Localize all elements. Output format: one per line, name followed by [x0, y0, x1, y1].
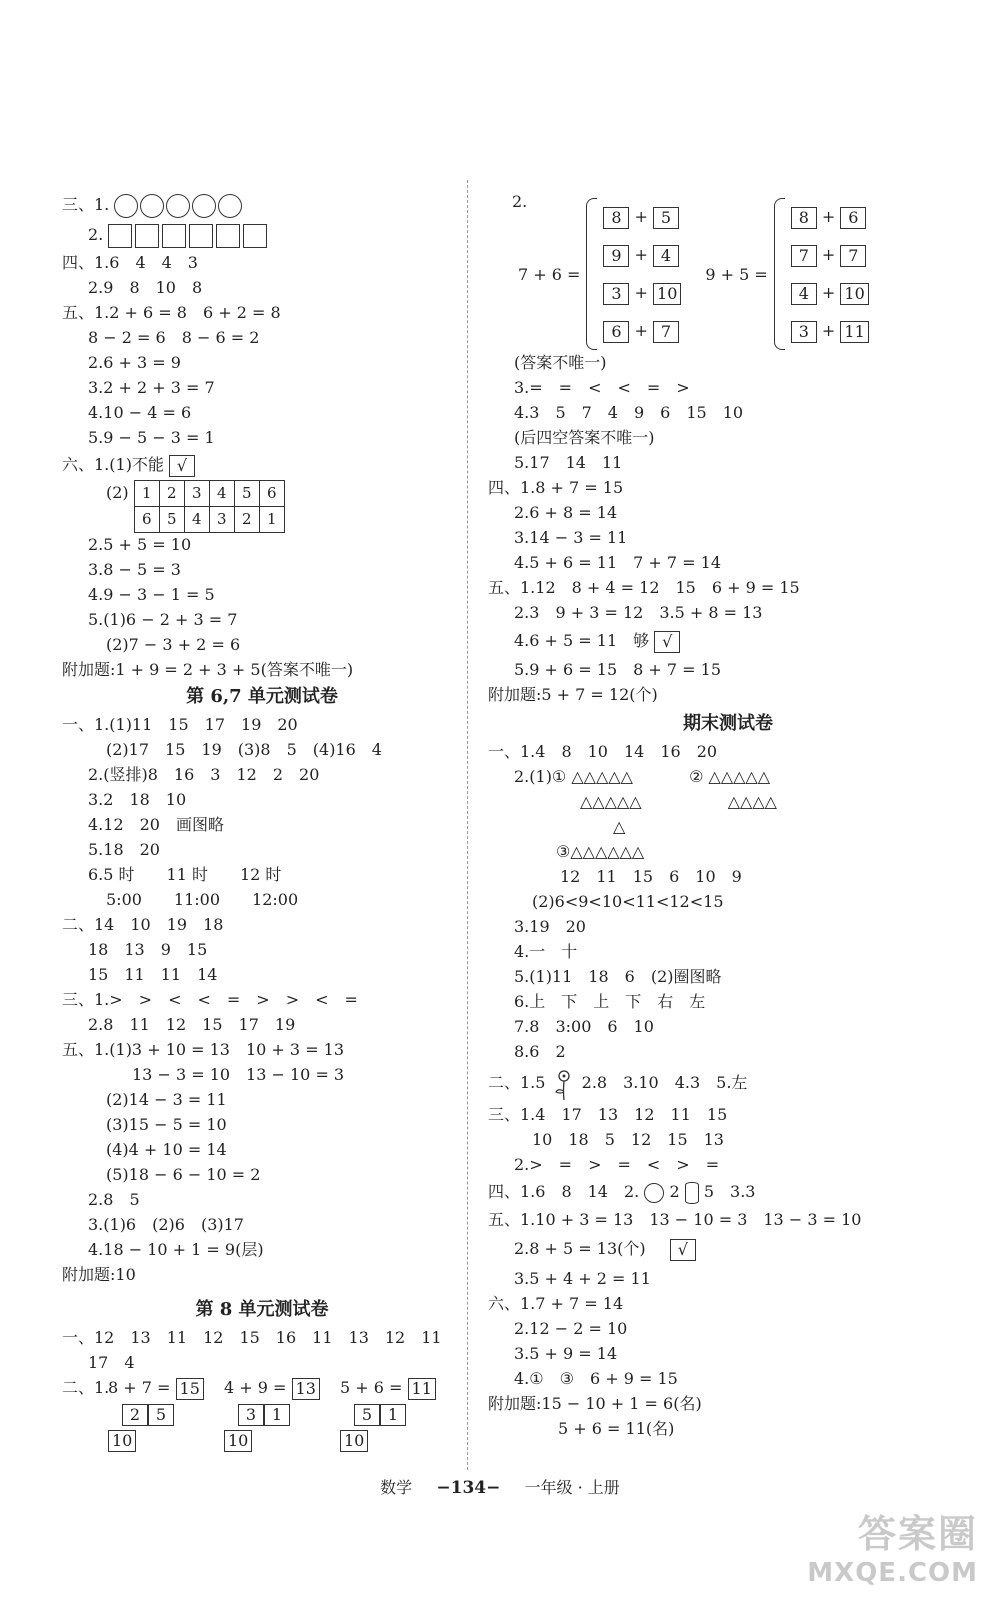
answer-text: ② △△△△△ [689, 767, 771, 786]
brace-shape [774, 198, 785, 350]
answer-text: 4.6 + 5 = 11 够 [514, 631, 650, 650]
answer-text: 六、1.(1)不能 [62, 455, 164, 474]
answer-line: 2. [512, 192, 528, 211]
answer-line: 4.10 − 4 = 6 [88, 403, 192, 422]
equation-text: 4 + 9 = [224, 1378, 292, 1397]
square-shape [135, 224, 159, 248]
column-divider [467, 180, 468, 1470]
split-diagram [224, 1375, 316, 1450]
number-box: 7 [791, 245, 817, 267]
watermark-logo [807, 1503, 978, 1588]
part-box: 3 [238, 1404, 264, 1426]
grid-cell: 6 [134, 507, 159, 533]
result-box: 15 [176, 1378, 204, 1400]
answer-line: ③△△△△△△ [556, 842, 645, 861]
square-shape [243, 224, 267, 248]
split-parts [354, 1401, 406, 1426]
answer-text: 三、1. [62, 195, 110, 214]
brace-item [603, 274, 681, 312]
answer-line: 4.5 + 6 = 11 7 + 7 = 14 [514, 553, 722, 572]
number-box: 6 [603, 321, 629, 343]
brace-item [603, 198, 681, 236]
ball-icon [644, 1183, 664, 1203]
answer-line: 3.19 20 [514, 917, 586, 936]
brace-item [791, 198, 869, 236]
answer-line: 2.5 + 5 = 10 [88, 535, 192, 554]
answer-line: 15 11 11 14 [88, 965, 218, 984]
answer-line: 10 18 5 12 15 13 [532, 1130, 724, 1149]
split-diagram [108, 1375, 200, 1450]
plus-sign: + [629, 283, 654, 302]
answer-line: 4.12 20 画图略 [88, 815, 224, 834]
answer-line: 一、1.(1)11 15 17 19 20 [62, 715, 298, 734]
answer-line: (5)18 − 6 − 10 = 2 [106, 1165, 261, 1184]
answer-line: 2.9 8 10 8 [88, 278, 203, 297]
answer-line [62, 220, 462, 250]
answer-line: (2)17 15 19 (3)8 5 (4)16 4 [106, 740, 382, 759]
result-box: 11 [408, 1378, 436, 1400]
circle-shape [140, 194, 164, 218]
answer-line: 5.9 + 6 = 15 8 + 7 = 15 [514, 660, 722, 679]
number-box: 5 [653, 207, 679, 229]
brace-shape [586, 198, 597, 350]
answer-line: 四、1.8 + 7 = 15 [488, 478, 624, 497]
plus-sign: + [629, 321, 654, 340]
split-diagrams [108, 1375, 432, 1450]
answer-line: 13 − 3 = 10 13 − 10 = 3 [132, 1065, 345, 1084]
answer-line: 2.(竖排)8 16 3 12 2 20 [88, 765, 320, 784]
answer-line: 4.18 − 10 + 1 = 9(层) [88, 1240, 264, 1259]
answer-line: 6.上 下 上 下 右 左 [514, 992, 706, 1011]
answer-text: 2.8 + 5 = 13(个) [514, 1239, 646, 1258]
answer-line: 5.(1)11 18 6 (2)圈图略 [514, 967, 722, 986]
brace-group [705, 198, 868, 350]
plus-sign: + [629, 207, 654, 226]
answer-line: (2)7 − 3 + 2 = 6 [106, 635, 241, 654]
answer-text: 2 [669, 1182, 680, 1201]
answer-line [488, 625, 968, 657]
number-box: 7 [840, 245, 866, 267]
answer-line: 8.6 2 [514, 1042, 566, 1061]
answer-text: 二、1.5 [488, 1073, 546, 1092]
check-box: √ [169, 455, 195, 477]
grid-cell: 3 [184, 481, 209, 507]
answer-line: 2.> = > = < > = [514, 1155, 720, 1174]
answer-line: (后四空答案不唯一) [514, 428, 655, 447]
split-equation [340, 1375, 436, 1400]
check-box: √ [654, 631, 680, 653]
number-box: 4 [791, 283, 817, 305]
equation-text: 8 + 7 = [108, 1378, 176, 1397]
answer-line: 一、12 13 11 12 15 16 11 13 12 11 [62, 1328, 442, 1347]
answer-line: 3.(1)6 (2)6 (3)17 [88, 1215, 244, 1234]
square-shape [162, 224, 186, 248]
answer-line: 六、1.7 + 7 = 14 [488, 1294, 624, 1313]
brace-row [518, 198, 968, 350]
split-parts [122, 1401, 174, 1426]
number-box: 10 [653, 283, 681, 305]
number-grid [134, 480, 285, 533]
answer-text: 5 3.3 [703, 1182, 756, 1201]
equation-text: 5 + 6 = [340, 1378, 408, 1397]
brace-item [791, 312, 869, 350]
grid-cell: 1 [134, 481, 159, 507]
page-footer [0, 1475, 1000, 1498]
answer-line: 4.一 十 [514, 942, 578, 961]
grid-cell: 4 [184, 507, 209, 533]
answer-text: 2.8 3.10 4.3 5.左 [581, 1073, 748, 1092]
plus-sign: + [816, 245, 841, 264]
section-title: 期末测试卷 [683, 713, 773, 734]
square-shape [189, 224, 213, 248]
answer-line: 5.18 20 [88, 840, 160, 859]
answer-line: (3)15 − 5 = 10 [106, 1115, 227, 1134]
footer-subject: 数学 [380, 1478, 413, 1497]
answer-line: 3.5 + 9 = 14 [514, 1344, 618, 1363]
answer-line: 7.8 3:00 6 10 [514, 1017, 654, 1036]
number-box: 11 [840, 321, 868, 343]
section-title: 第 6,7 单元测试卷 [186, 686, 338, 707]
watermark-text: 答案圈 [857, 1512, 978, 1556]
answer-line: 3.5 + 4 + 2 = 11 [514, 1269, 651, 1288]
split-sum [224, 1427, 252, 1452]
cylinder-icon [685, 1182, 699, 1204]
split-diagram [340, 1375, 432, 1450]
answer-line: 4.9 − 3 − 1 = 5 [88, 585, 215, 604]
square-shape [108, 224, 132, 248]
answer-line: 5 + 6 = 11(名) [558, 1419, 675, 1438]
flower-icon [551, 1067, 577, 1101]
answer-text: △△△△△ [580, 792, 642, 811]
right-column [488, 192, 968, 1441]
answer-line: △ [613, 817, 626, 836]
answer-line: 三、1.4 17 13 12 11 15 [488, 1105, 728, 1124]
brace-group [518, 198, 681, 350]
grid-cell: 1 [259, 507, 284, 533]
answer-line [488, 1232, 968, 1266]
footer-grade: 一年级 · 上册 [524, 1478, 620, 1497]
split-parts [238, 1401, 290, 1426]
answer-line: 2.8 5 [88, 1190, 140, 1209]
grid-cell: 2 [234, 507, 259, 533]
footer-page-number: −134− [436, 1478, 501, 1498]
answer-line: 18 13 9 15 [88, 940, 208, 959]
answer-line: 2.6 + 8 = 14 [514, 503, 618, 522]
answer-line: 附加题:1 + 9 = 2 + 3 + 5(答案不唯一) [62, 660, 354, 679]
answer-line: (2)6<9<10<11<12<15 [532, 892, 724, 911]
answer-line: 2.12 − 2 = 10 [514, 1319, 628, 1338]
grid-cell: 6 [259, 481, 284, 507]
number-box: 6 [840, 207, 866, 229]
part-box: 5 [354, 1404, 380, 1426]
grid-cell: 5 [159, 507, 184, 533]
answer-line: 6.5 时 11 时 12 时 [88, 865, 282, 884]
brace-item [603, 236, 681, 274]
answer-text: 二、1. [62, 1378, 110, 1397]
answer-line: 四、1.6 4 4 3 [62, 253, 198, 272]
left-column [62, 190, 462, 1455]
number-box: 4 [653, 245, 679, 267]
answer-line: 二、14 10 19 18 [62, 915, 224, 934]
answer-line: 4.3 5 7 4 9 6 15 10 [514, 403, 744, 422]
part-box: 1 [380, 1404, 406, 1426]
answer-line [488, 1177, 968, 1207]
plus-sign: + [816, 321, 841, 340]
brace-item [603, 312, 681, 350]
equation-text: 9 + 5 = [705, 264, 768, 284]
watermark-url: MXQE.COM [807, 1558, 978, 1588]
number-box: 9 [603, 245, 629, 267]
result-box: 13 [292, 1378, 320, 1400]
answer-line [62, 450, 462, 480]
answer-line: 3.2 18 10 [88, 790, 187, 809]
answer-line: 一、1.4 8 10 14 16 20 [488, 742, 718, 761]
answer-text: 2.(1)① △△△△△ [514, 767, 633, 786]
number-box: 8 [603, 207, 629, 229]
answer-line: 2.8 11 12 15 17 19 [88, 1015, 296, 1034]
brace-items [603, 198, 681, 350]
answer-line: 2.6 + 3 = 9 [88, 353, 181, 372]
answer-line: 17 4 [88, 1353, 135, 1372]
answer-line: 3.= = < < = > [514, 378, 690, 397]
check-box: √ [670, 1239, 696, 1261]
plus-sign: + [816, 283, 841, 302]
answer-line: (答案不唯一) [514, 353, 607, 372]
sum-box: 10 [224, 1430, 252, 1452]
number-box: 8 [791, 207, 817, 229]
answer-line: 5.9 − 5 − 3 = 1 [88, 428, 215, 447]
number-box: 3 [791, 321, 817, 343]
answer-line [62, 1375, 462, 1455]
answer-line: (2)14 − 3 = 11 [106, 1090, 227, 1109]
answer-line: 五、1.12 8 + 4 = 12 15 6 + 9 = 15 [488, 578, 800, 597]
answer-line: 5.17 14 11 [514, 453, 623, 472]
part-box: 5 [148, 1404, 174, 1426]
split-equation [224, 1375, 320, 1400]
answer-line: 5:00 11:00 12:00 [106, 890, 299, 909]
answer-line: 附加题:10 [62, 1265, 136, 1284]
equation-text: 7 + 6 = [518, 264, 581, 284]
answer-text: 四、1.6 8 14 2. [488, 1182, 640, 1201]
circle-shape [218, 194, 242, 218]
grid-cell: 3 [209, 507, 234, 533]
part-box: 1 [264, 1404, 290, 1426]
number-box: 7 [653, 321, 679, 343]
answer-text: 2. [88, 225, 104, 244]
answer-line: 12 11 15 6 10 9 [560, 867, 742, 886]
brace-item [791, 236, 869, 274]
number-box: 3 [603, 283, 629, 305]
answer-line: 2.3 9 + 3 = 12 3.5 + 8 = 13 [514, 603, 763, 622]
answer-line: 五、1.2 + 6 = 8 6 + 2 = 8 [62, 303, 281, 322]
answer-line: 8 − 2 = 6 8 − 6 = 2 [88, 328, 260, 347]
circle-shape [192, 194, 216, 218]
answer-text: (2) [106, 483, 129, 502]
split-sum [340, 1427, 368, 1452]
answer-line [62, 190, 462, 220]
answer-line: 3.14 − 3 = 11 [514, 528, 628, 547]
plus-sign: + [629, 245, 654, 264]
split-equation [108, 1375, 204, 1400]
part-box: 2 [122, 1404, 148, 1426]
grid-cell: 5 [234, 481, 259, 507]
split-sum [108, 1427, 136, 1452]
circle-shape [166, 194, 190, 218]
answer-line: 附加题:5 + 7 = 12(个) [488, 685, 658, 704]
answer-line [488, 1064, 968, 1102]
answer-line: 4.① ③ 6 + 9 = 15 [514, 1369, 678, 1388]
sum-box: 10 [108, 1430, 136, 1452]
answer-text: △△△△ [727, 792, 777, 811]
answer-line: 五、1.10 + 3 = 13 13 − 10 = 3 13 − 3 = 10 [488, 1210, 862, 1229]
sum-box: 10 [340, 1430, 368, 1452]
answer-line: (4)4 + 10 = 14 [106, 1140, 227, 1159]
circle-shape [114, 194, 138, 218]
grid-cell: 2 [159, 481, 184, 507]
answer-line: 附加题:15 − 10 + 1 = 6(名) [488, 1394, 702, 1413]
answer-line [62, 480, 462, 532]
answer-line: 3.2 + 2 + 3 = 7 [88, 378, 215, 397]
section-title: 第 8 单元测试卷 [195, 1299, 329, 1320]
brace-item [791, 274, 869, 312]
answer-line: 5.(1)6 − 2 + 3 = 7 [88, 610, 238, 629]
answer-line [488, 789, 968, 814]
brace-items [791, 198, 869, 350]
answer-line: 五、1.(1)3 + 10 = 13 10 + 3 = 13 [62, 1040, 345, 1059]
number-box: 10 [840, 283, 868, 305]
answer-line [488, 764, 968, 789]
square-shape [216, 224, 240, 248]
answer-line: 3.8 − 5 = 3 [88, 560, 181, 579]
answer-line: 三、1.> > < < = > > < = [62, 990, 358, 1009]
grid-cell: 4 [209, 481, 234, 507]
plus-sign: + [816, 207, 841, 226]
